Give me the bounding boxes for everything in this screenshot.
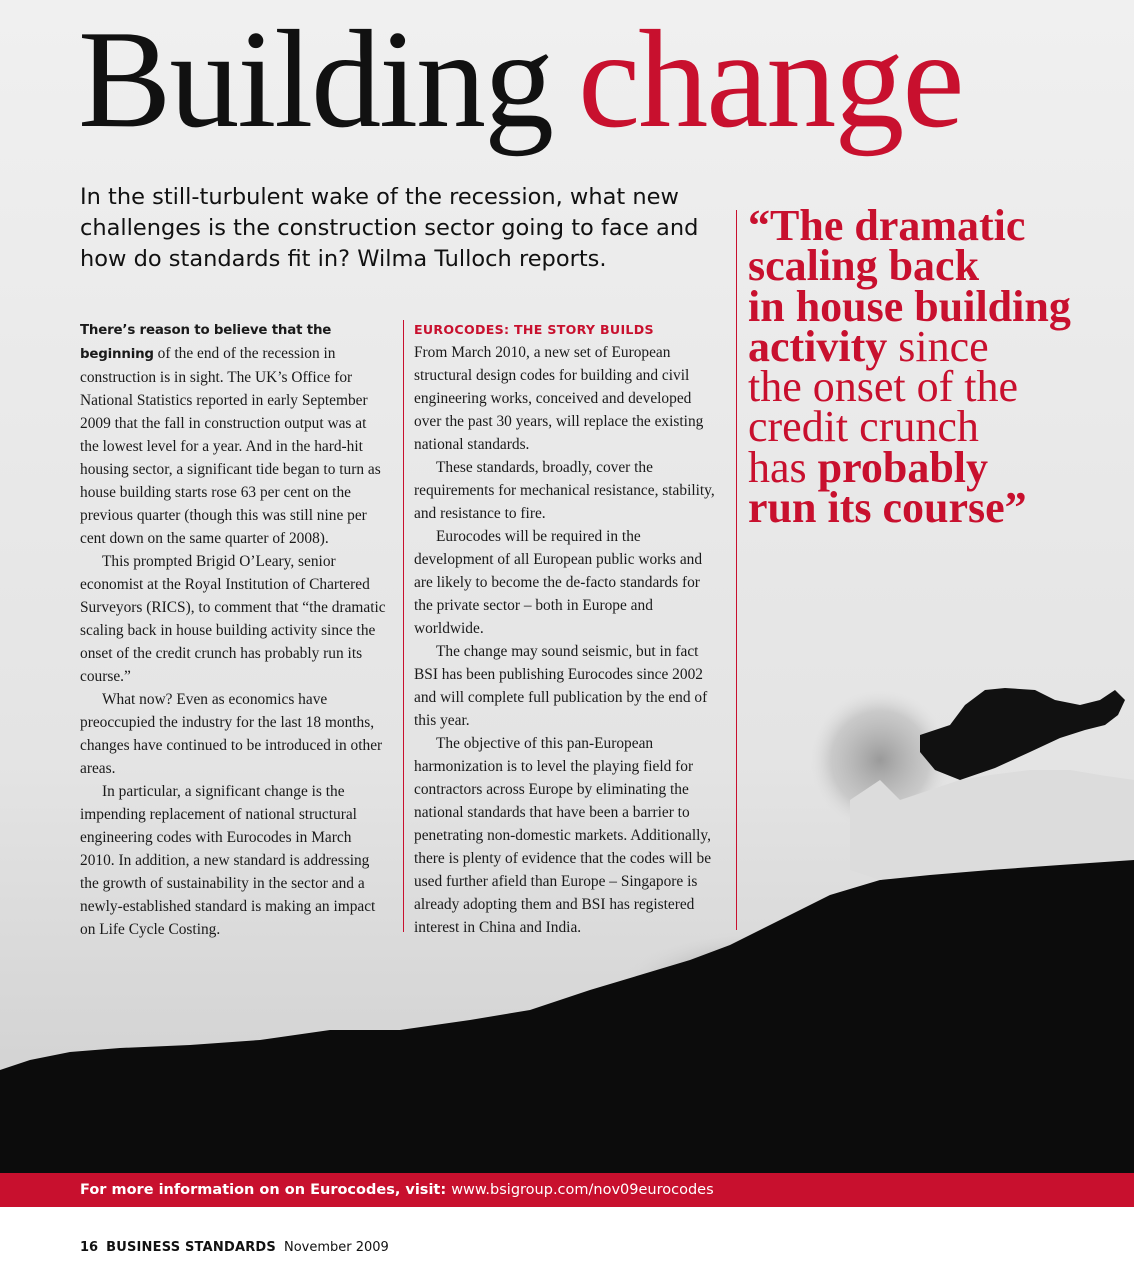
pullquote-line: credit crunch: [748, 402, 979, 452]
page-number: 16: [80, 1240, 99, 1255]
paragraph-3: What now? Even as economics have preoccupied the industry for the last 18 months, changes have continued to be introduced in other areas.: [80, 691, 383, 777]
section-subhead: EUROCODES: THE STORY BUILDS: [414, 322, 654, 337]
paragraph-6: These standards, broadly, cover the requirements for mechanical resistance, stability, and resistance to fire.: [414, 459, 715, 522]
lead-in: There’s reason to believe that the beginning: [80, 323, 332, 362]
pullquote-rule: [736, 210, 737, 930]
pullquote-line: “The dramatic: [748, 201, 1026, 250]
pullquote-line: probably: [817, 442, 989, 492]
magazine-name: BUSINESS STANDARDS: [106, 1240, 276, 1255]
paragraph-5: From March 2010, a new set of European structural design codes for building and civil engineering works, conceived and developed over the past 30 years, will replace the existing national standards.: [414, 344, 704, 453]
lead-rest: of the end of the recession in construction is in sight. The UK’s Office for National Statistics reported in early September 2009 that the fall in construction output was at the lowest level for a year. And in the hard-hit housing sector, a significant tide began to turn as house building starts rose 63 per cent on the previous quarter (though this was still nine per cent down on the same quarter of 2008).: [80, 345, 381, 547]
headline-word-change: change: [578, 2, 963, 157]
eurocodes-link[interactable]: www.bsigroup.com/nov09eurocodes: [451, 1182, 714, 1198]
pullquote-line: has: [748, 442, 818, 492]
column-divider: [403, 320, 404, 932]
article-column-2: [414, 318, 720, 939]
paragraph-7: Eurocodes will be required in the development of all European public works and are likely to become the de-facto standards for the private sector – both in Europe and worldwide.: [414, 528, 703, 637]
pullquote-line: run its course”: [748, 483, 1027, 533]
info-bar: [0, 1173, 1134, 1207]
pullquote-line: scaling back: [748, 241, 980, 291]
headline-word-building: Building: [78, 2, 553, 157]
pullquote-line: since: [887, 321, 989, 371]
paragraph-4: In particular, a significant change is the impending replacement of national structural engineering codes with Eurocodes in March 2010. In addition, a new standard is addressing the growth of sustainability in the sector and a newly-established standard is making an impact on Life Cycle Costing.: [80, 783, 376, 938]
paragraph-8: The change may sound seismic, but in fact BSI has been publishing Eurocodes since 2002 and will complete full publication by the end of this year.: [414, 643, 708, 729]
headline: [78, 0, 1134, 160]
pullquote-line: activity: [748, 321, 888, 371]
info-bar-label: For more information on on Eurocodes, visit:: [80, 1182, 452, 1198]
pullquote-line: in house building: [748, 281, 1071, 331]
page-footer: [0, 1207, 1134, 1266]
paragraph-1: [80, 318, 386, 550]
pullquote: [748, 201, 1128, 533]
article-column-1: [80, 318, 386, 941]
paragraph-2: This prompted Brigid O’Leary, senior economist at the Royal Institution of Chartered Surveyors (RICS), to comment that “the dramatic scaling back in house building activity since the onset of the credit crunch has probably run its course.”: [80, 553, 386, 685]
issue-date: November 2009: [283, 1240, 389, 1255]
pullquote-line: the onset of the: [748, 362, 1019, 412]
paragraph-9: The objective of this pan-European harmonization is to level the playing field for contractors across Europe by eliminating the national standards that have been a barrier to penetrating non-domestic markets. Additionally, there is plenty of evidence that the codes will be used further afield than Europe – Singapore is already adopting them and BSI has registered interest in China and India.: [414, 735, 712, 936]
standfirst: In the still-turbulent wake of the recession, what new challenges is the construction sector going to face and how do standards fit in? Wilma Tulloch reports.: [80, 184, 699, 272]
